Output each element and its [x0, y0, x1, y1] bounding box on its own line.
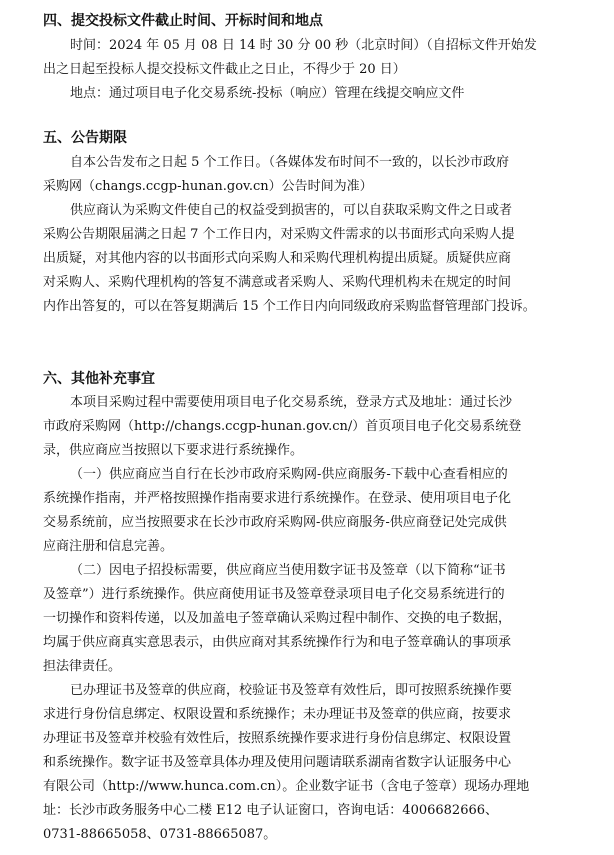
- text-line: 和系统操作。数字证书及签章具体办理及使用问题请联系湖南省数字认证服务中心: [43, 755, 512, 770]
- text-line: 一切操作和资料传递，以及加盖电子签章确认采购过程中制作、交换的电子数据，: [43, 611, 512, 626]
- text-line: 办理证书及签章并校验有效性后，按照系统操作要求进行身份信息绑定、权限设置: [43, 731, 512, 746]
- text-line: 有限公司（http://www.hunca.com.cn）。企业数字证书（含电子签章）现场办理地: [43, 779, 530, 794]
- text-line: 交易系统前，应当按照要求在长沙市政府采购网-供应商服务-供应商登记处完成供: [43, 515, 507, 530]
- paragraph-deadline-time: [43, 34, 577, 82]
- text-line: 出质疑，对其他内容的以书面形式向采购人和采购代理机构提出质疑。质疑供应商: [43, 251, 512, 266]
- text-line: 本项目采购过程中需要使用项目电子化交易系统，登录方式及地址：通过长沙: [70, 395, 513, 410]
- paragraph-deadline-place: [43, 82, 577, 106]
- text-line: 担法律责任。: [43, 659, 122, 674]
- paragraph-notice-period: [43, 151, 577, 199]
- text-line: 时间：2024 年 05 月 08 日 14 时 30 分 00 秒（北京时间）（自招标文件开始发: [70, 38, 537, 53]
- text-line: 出之日起至投标人提交投标文件截止之日止，不得少于 20 日）: [43, 62, 406, 77]
- paragraph-challenge: [43, 199, 577, 319]
- text-line: （一）供应商应当自行在长沙市政府采购网-供应商服务-下载中心查看相应的: [70, 467, 508, 482]
- paragraph-item-1: [43, 463, 577, 559]
- text-line: 已办理证书及签章的供应商，校验证书及签章有效性后，即可按照系统操作要: [70, 683, 513, 698]
- text-line: 地点：通过项目电子化交易系统-投标（响应）管理在线提交响应文件: [70, 86, 465, 101]
- text-line: 内作出答复的，可以在答复期满后 15 个工作日内向同级政府采购监督管理部门投诉。: [43, 299, 536, 314]
- text-line: 市政府采购网（http://changs.ccgp-hunan.gov.cn/）首页项目电子化交易系统登: [43, 419, 522, 434]
- paragraph-item-2: [43, 559, 577, 679]
- section-heading-5: 五、公告期限: [43, 130, 127, 146]
- text-line: 均属于供应商真实意思表示，由供应商对其系统操作行为和电子签章确认的事项承: [43, 635, 512, 650]
- text-line: 0731-88665058、0731-88665087。: [43, 827, 277, 842]
- text-line: 采购公告期限届满之日起 7 个工作日内，对采购文件需求的以书面形式向采购人提: [43, 227, 515, 242]
- text-line: 录，供应商应当按照以下要求进行系统操作。: [43, 443, 304, 458]
- paragraph-system-login: [43, 391, 577, 463]
- text-line: 求进行身份信息绑定、权限设置和系统操作；未办理证书及签章的供应商，按要求: [43, 707, 512, 722]
- text-line: 应商注册和信息完善。: [43, 539, 174, 554]
- text-line: 供应商认为采购文件使自己的权益受到损害的，可以自获取采购文件之日或者: [70, 203, 513, 218]
- text-line: 系统操作指南，并严格按照操作指南要求进行系统操作。在登录、使用项目电子化: [43, 491, 512, 506]
- section-heading-6: 六、其他补充事宜: [43, 371, 155, 387]
- text-line: 对采购人、采购代理机构的答复不满意或者采购人、采购代理机构未在规定的时间: [43, 275, 512, 290]
- text-line: （二）因电子招投标需要，供应商应当使用数字证书及签章（以下简称“证书: [70, 563, 506, 578]
- text-line: 采购网（changs.ccgp-hunan.gov.cn）公告时间为准）: [43, 179, 373, 194]
- text-line: 自本公告发布之日起 5 个工作日。（各媒体发布时间不一致的，以长沙市政府: [70, 155, 510, 170]
- section-heading-4: 四、提交投标文件截止时间、开标时间和地点: [43, 13, 323, 29]
- paragraph-certificate: [43, 679, 577, 847]
- text-line: 址：长沙市政务服务中心二楼 E12 电子认证窗口，咨询电话：4006682666、: [43, 803, 499, 818]
- text-line: 及签章”）进行系统操作。供应商使用证书及签章登录项目电子化交易系统进行的: [43, 587, 505, 602]
